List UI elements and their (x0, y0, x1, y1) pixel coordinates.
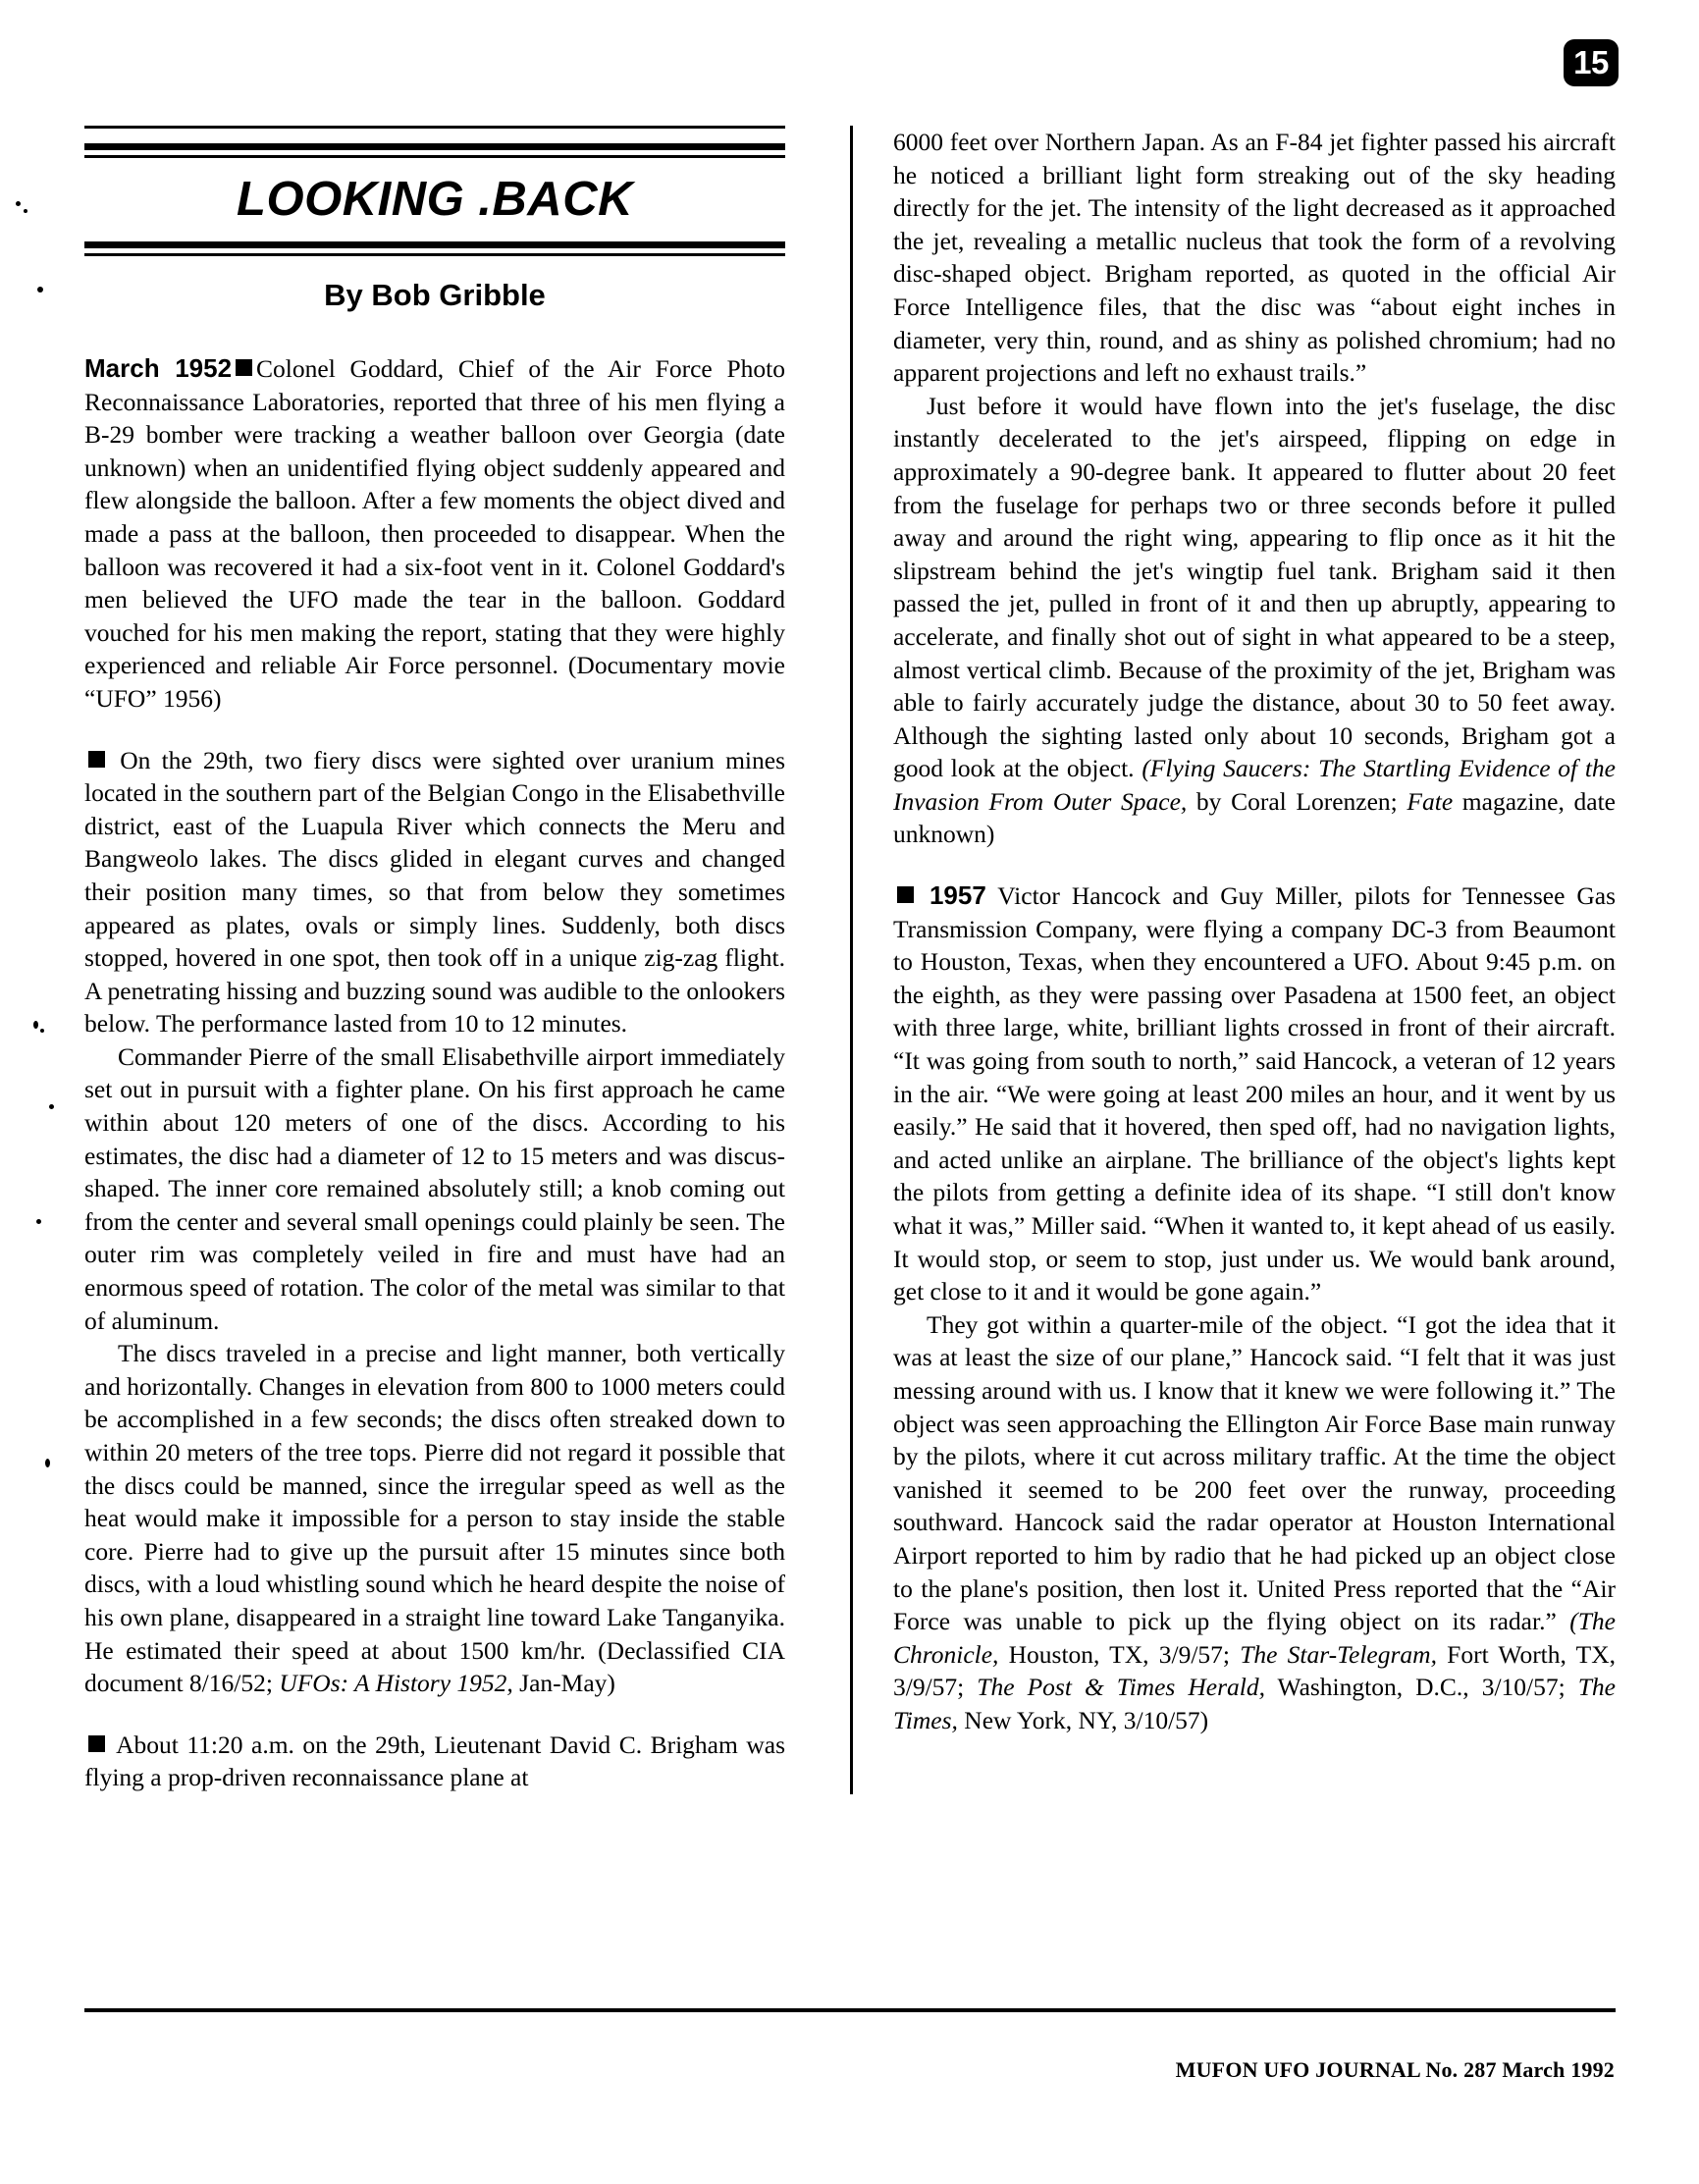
left-column-body (84, 352, 785, 1794)
citation-title-italic-3: The Post & Times Herald, (977, 1673, 1265, 1702)
masthead (84, 126, 785, 313)
citation-mid-3: Washington, D.C., 3/10/57; (1264, 1673, 1578, 1702)
citation-title-italic: UFOs: A History 1952, (279, 1669, 513, 1698)
masthead-rule-thick-lower (84, 241, 785, 248)
entry-date-label: March 1952 (84, 353, 233, 383)
scan-speck (40, 1029, 44, 1033)
filled-square-icon (88, 1735, 105, 1752)
masthead-rule-thin-upper (84, 155, 785, 158)
citation-mid-2: Fort Worth, TX, 3/9/57; (893, 1639, 1617, 1702)
scan-speck (45, 1459, 50, 1467)
paragraph-text: Just before it would have flown into the jet's fuselage, the disc instantly decelerated to the jet's airspeed, flipping on edge in approximately a 90-degree bank. It appeared to flutter about 20 feet from the fuselage for perhaps two or three seconds before it pulled away and around the right wing, appearing to flip once as it hit the slipstream behind the jet's wingtip fuel tank. Brigham said it then passed the jet, pulled in front of it and then up abruptly, appearing to accelerate, and finally shot out of sight in what appeared to be a steep, almost vertical climb. Because of the proximity of the jet, Brigham was able to fairly accurately judge the distance, about 30 to 50 feet away. Although the sighting lasted only about 10 seconds, Brigham got a good look at the object. (893, 391, 1616, 783)
filled-square-icon (897, 886, 914, 903)
column-divider-rule (850, 126, 853, 1794)
citation-mid: by Coral Lorenzen; (1187, 786, 1407, 816)
byline: By Bob Gribble (324, 278, 546, 312)
citation-prefix: (Declassified CIA document 8/16/52; (84, 1635, 785, 1698)
scan-speck (24, 209, 27, 213)
citation-title-italic: (Flying Saucers: The Startling Evidence of the Invasion From Outer Space, (893, 754, 1617, 816)
entry-body: Victor Hancock and Guy Miller, pilots for Tennessee Gas Transmission Company, were flying a company DC-3 from Beaumont to Houston, Texas, when they encountered a UFO. About 9:45 p.m. on the eighth, as they were passing over Pasadena at 1500 feet, an object with three large, white, brilliant lights crossed in front of their aircraft. “It was going from south to north,” said Hancock, a veteran of 12 years in the air. “We were going at least 200 miles an hour, and it went by us easily.” He said that it hovered, then sped off, had no navigation lights, and acted unlike an airplane. The brilliance of the object's lights kept the pilots from getting a definite idea of its shape. “I still don't know what it was,” Miller said. “When it wanted to, it kept ahead of us easily. It would stop, or seem to stop, just under us. We would bank around, get close to it and it would be gone again.” (893, 881, 1616, 1306)
filled-square-icon (236, 359, 252, 376)
entry-brigham (84, 1729, 785, 1794)
paragraph-text: They got within a quarter-mile of the object. “I got the idea that it was at least the size of our plane,” Hancock said. “I felt that it was just messing around with us. I know that it knew we were following it.” The object was seen approaching the Ellington Air Force Base main runway by the pilots, where it cut across military traffic. At the time the object vanished it seemed to be 200 feet over the runway, proceeding southward. Hancock said the radar operator at Houston International Airport reported to him by radio that he had picked up an object close to the plane's position, then lost it. United Press reported that the “Air Force was unable to pick up the flying object on its radar.” (893, 1309, 1616, 1636)
citation-title-italic-1: (The Chronicle, (893, 1607, 1616, 1669)
entry-belgian-congo (84, 744, 785, 1040)
citation-magazine-italic: Fate (1407, 786, 1454, 816)
scan-speck (49, 1104, 54, 1109)
page-number-badge: 15 (1564, 39, 1619, 86)
scan-speck (36, 1219, 41, 1224)
paragraph-commander-pierre: Commander Pierre of the small Elisabethville airport immediately set out in pursuit with a fighter plane. On his first approach he came within about 120 meters of one of the discs. According to his estimates, the disc had a diameter of 12 to 15 meters and was discus-shaped. The inner core remained absolutely still; a knob coming out from the center and several small openings could plainly be seen. The outer rim was completely veiled in fire and must have had an enormous speed of rotation. The color of the metal was similar to that of aluminum. (84, 1041, 785, 1335)
citation-title-italic-2: The Star-Telegram, (1240, 1639, 1437, 1669)
entry-year-label: 1957 (929, 880, 986, 911)
paragraph-disc-travel (84, 1337, 785, 1700)
citation-suffix: New York, NY, 3/10/57) (957, 1705, 1209, 1734)
entry-body: About 11:20 a.m. on the 29th, Lieutenant David C. Brigham was flying a prop-driven reconnaissance plane at (84, 1730, 785, 1792)
citation-suffix: Jan-May) (512, 1669, 615, 1698)
paragraph-quarter-mile (893, 1308, 1616, 1737)
page-content (84, 126, 1616, 1794)
left-column (84, 126, 807, 1794)
masthead-rule-thick-upper (84, 143, 785, 150)
footer-text: MUFON UFO JOURNAL No. 287 March 1992 (1175, 2057, 1615, 2082)
right-column (893, 126, 1616, 1794)
right-column-body (893, 126, 1616, 1737)
masthead-rule-top (84, 126, 785, 129)
scan-speck (16, 201, 21, 206)
entry-body: On the 29th, two fiery discs were sighted over uranium mines located in the southern part of the Belgian Congo in the Elisabethville district, east of the Luapula River which connects the Meru and Bangweolo lakes. The discs glided in elegant curves and changed their position many times, so that from below they sometimes appeared as plates, ovals or simply lines. Suddenly, both discs stopped, hovered in one spot, then took off in a unique zig-zag flight. A penetrating hissing and buzzing sound was audible to the onlookers below. The performance lasted from 10 to 12 minutes. (84, 745, 785, 1039)
paragraph-disc-decelerated (893, 390, 1616, 851)
entry-march-1952 (84, 352, 785, 716)
paragraph-continuation: 6000 feet over Northern Japan. As an F-84 jet fighter passed his aircraft he noticed a brilliant light form streaking out of the sky heading directly for the jet. The intensity of the light decreased as it approached the jet, revealing a metallic nucleus that took the form of a revolving disc-shaped object. Brigham reported, as quoted in the official Air Force Intelligence files, that the disc was “about eight inches in diameter, very thin, round, and as shiny as polished chromium; had no apparent projections and left no exhaust trails.” (893, 128, 1616, 388)
page-title: LOOKING .BACK (237, 173, 633, 226)
two-column-layout (84, 126, 1616, 1794)
entry-1957 (893, 879, 1616, 1308)
citation-mid-1: Houston, TX, 3/9/57; (998, 1639, 1241, 1669)
scan-speck (37, 287, 43, 293)
footer-rule (84, 2008, 1616, 2012)
filled-square-icon (88, 751, 105, 768)
paragraph-text: The discs traveled in a precise and light manner, both vertically and horizontally. Changes in elevation from 800 to 1000 meters could be accomplished in a few seconds; the discs often streaked down to within 20 meters of the tree tops. Pierre did not regard it possible that the discs could be manned, since the irregular speed as well as the heat would make it impossible for a person to stay inside the stable core. Pierre had to give up the pursuit after 15 minutes since both discs, with a loud whistling sound which he heard despite the noise of his own plane, disappeared in a straight line toward Lake Tanganyika. He estimated their speed at about 1500 km/hr. (84, 1339, 785, 1665)
column-gutter (807, 126, 893, 1794)
masthead-rule-thin-lower (84, 253, 785, 256)
scan-speck (33, 1021, 38, 1029)
citation-title-italic-4: The Times, (893, 1673, 1616, 1734)
citation-suffix: magazine, date unknown) (893, 786, 1616, 849)
entry-body: Colonel Goddard, Chief of the Air Force Photo Reconnaissance Laboratories, reported that three of his men flying a B-29 bomber were tracking a weather balloon over Georgia (date unknown) when an unidentified flying object suddenly appeared and flew alongside the balloon. After a few moments the object dived and made a pass at the balloon, then proceeded to disappear. When the balloon was recovered it had a six-foot vent in it. Colonel Goddard's men believed the UFO made the tear in the balloon. Goddard vouched for his men making the report, stating that they were highly experienced and reliable Air Force personnel. (Documentary movie “UFO” 1956) (84, 354, 785, 713)
